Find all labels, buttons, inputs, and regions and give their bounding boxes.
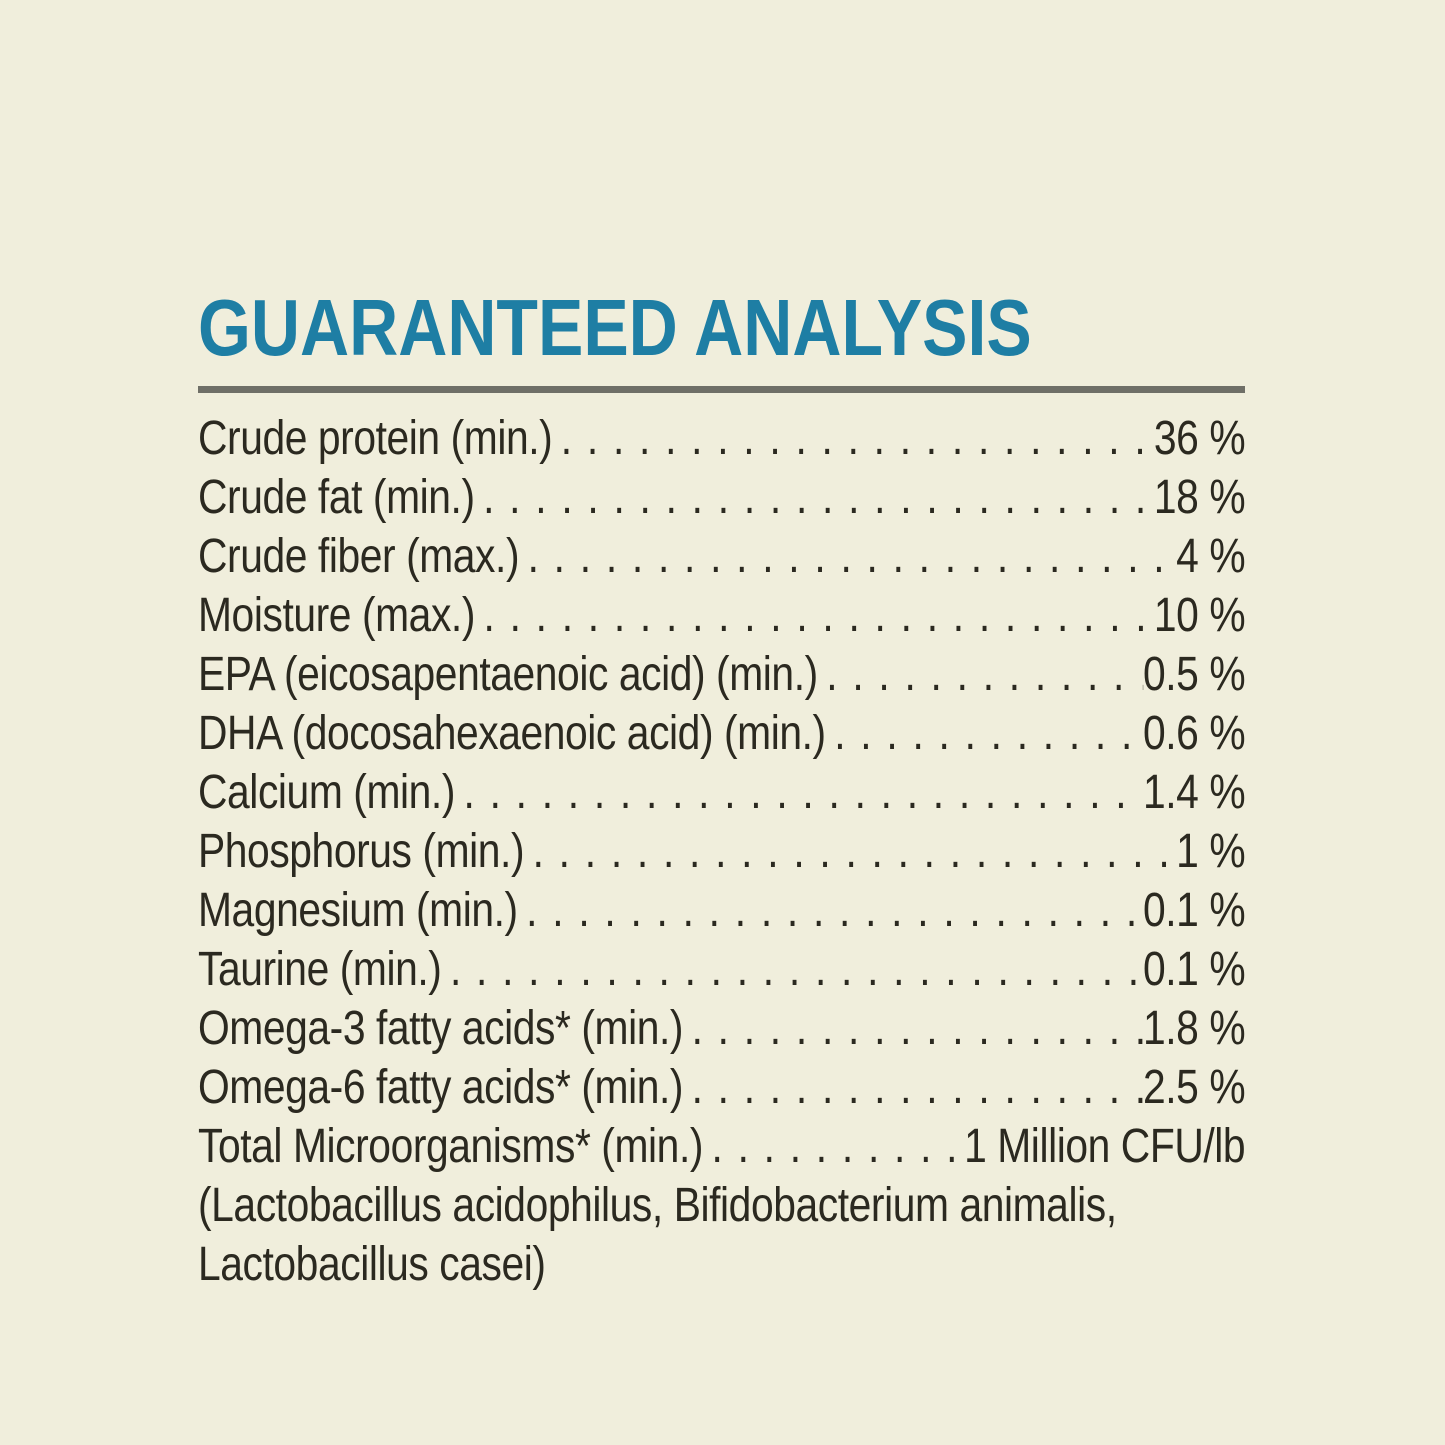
guaranteed-analysis-panel [198, 283, 1246, 1294]
analysis-row [198, 881, 1245, 940]
row-value: 1 % [1176, 825, 1246, 878]
dot-leader [552, 409, 1154, 468]
page-title: GUARANTEED ANALYSIS [198, 283, 1032, 372]
analysis-row [198, 999, 1245, 1058]
dot-leader [475, 586, 1154, 645]
row-value: 1 Million CFU/lb [964, 1120, 1246, 1173]
microorganisms-species-line: Lactobacillus casei) [198, 1238, 546, 1291]
dot-leader [818, 645, 1143, 704]
dot-leader [455, 763, 1143, 822]
dot-leader [524, 822, 1176, 881]
row-label: DHA (docosahexaenoic acid) (min.) [198, 707, 826, 760]
analysis-row [198, 409, 1245, 468]
row-value: 4 % [1176, 530, 1246, 583]
row-value: 10 % [1153, 589, 1246, 642]
dot-leader [683, 1058, 1143, 1117]
row-label: EPA (eicosapentaenoic acid) (min.) [198, 648, 818, 701]
analysis-row [198, 527, 1245, 586]
dot-leader [475, 468, 1154, 527]
row-value: 2.5 % [1142, 1061, 1246, 1114]
row-label: Total Microorganisms* (min.) [198, 1120, 704, 1173]
row-label: Crude fat (min.) [198, 471, 475, 524]
row-label: Omega-6 fatty acids* (min.) [198, 1061, 684, 1114]
row-value: 0.5 % [1142, 648, 1246, 701]
row-label: Crude protein (min.) [198, 412, 553, 465]
row-label: Phosphorus (min.) [198, 825, 525, 878]
row-value: 0.1 % [1142, 884, 1246, 937]
microorganisms-species-line: (Lactobacillus acidophilus, Bifidobacterium animalis, [198, 1179, 1117, 1232]
row-value: 0.1 % [1142, 943, 1246, 996]
row-label: Magnesium (min.) [198, 884, 518, 937]
row-value: 1.4 % [1142, 766, 1246, 819]
row-value: 0.6 % [1142, 707, 1246, 760]
title-divider [198, 386, 1245, 393]
dot-leader [703, 1117, 964, 1176]
dot-leader [826, 704, 1143, 763]
row-value: 18 % [1153, 471, 1246, 524]
analysis-row [198, 763, 1245, 822]
dot-leader [441, 940, 1143, 999]
analysis-row [198, 645, 1245, 704]
dot-leader [518, 881, 1143, 940]
row-label: Moisture (max.) [198, 589, 475, 642]
analysis-row [198, 468, 1245, 527]
analysis-row [198, 1058, 1245, 1117]
row-value: 1.8 % [1142, 1002, 1246, 1055]
row-label: Calcium (min.) [198, 766, 456, 819]
row-label: Crude fiber (max.) [198, 530, 520, 583]
analysis-row [198, 704, 1245, 763]
analysis-row [198, 1117, 1245, 1176]
row-value: 36 % [1153, 412, 1246, 465]
analysis-row [198, 822, 1245, 881]
analysis-row [198, 940, 1245, 999]
row-label: Omega-3 fatty acids* (min.) [198, 1002, 684, 1055]
row-label: Taurine (min.) [198, 943, 442, 996]
analysis-table [198, 409, 1245, 1294]
dot-leader [683, 999, 1143, 1058]
dot-leader [519, 527, 1176, 586]
analysis-row [198, 586, 1245, 645]
